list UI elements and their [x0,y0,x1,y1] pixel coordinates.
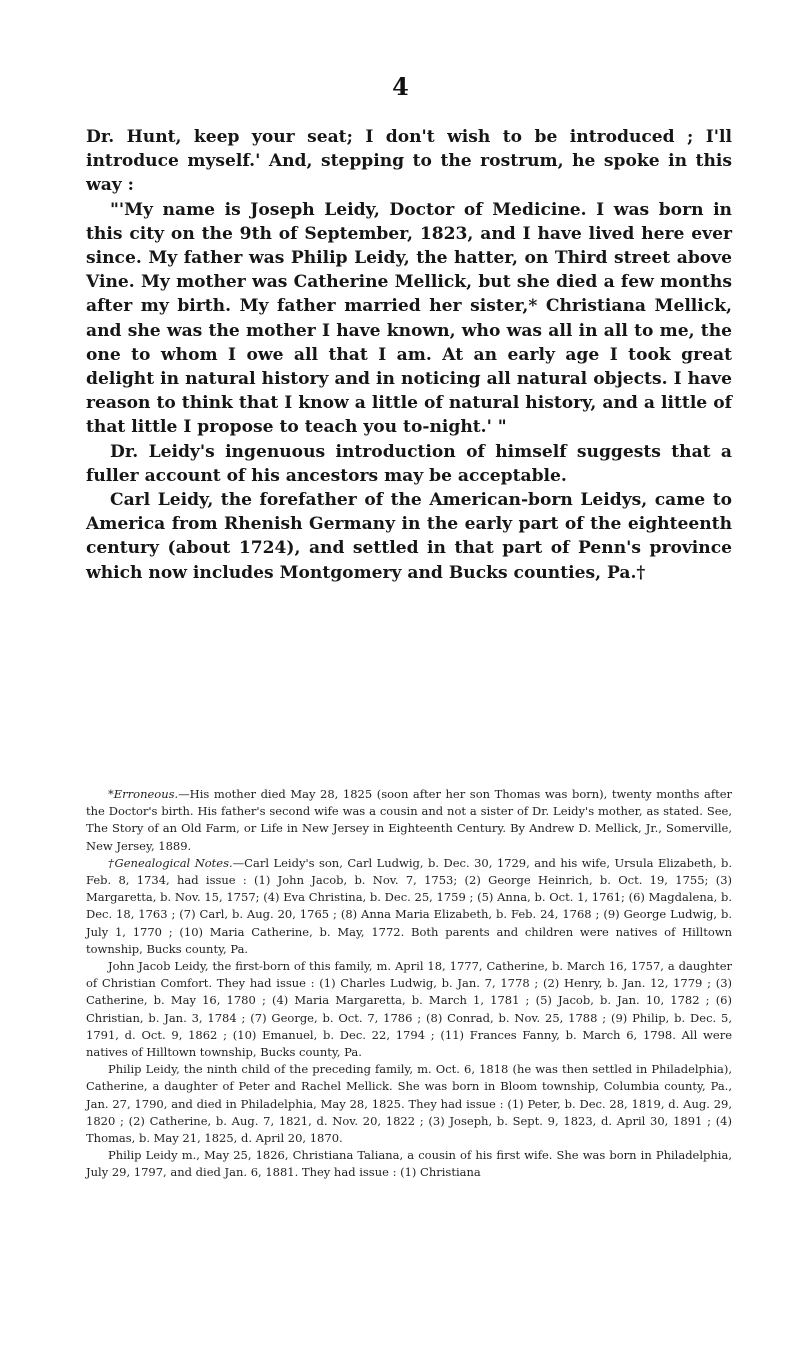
footnote-genealogical [86,855,732,958]
footnotes [86,786,732,1182]
footnote-erroneous-text: —His mother died May 28, 1825 (soon after her son Thomas was born), twenty months after the Doctor's birth. His father's second wife was a cousin and not a sister of Dr. Leidy's mother, as stated. See, The Story of an Old Farm, or Life in New Jersey in Eighteenth Century. By Andrew D. Mellick, Jr., Somerville, New Jersey, 1889. [86,787,732,853]
footnote-erroneous [86,786,732,855]
paragraph-ingenuous-introduction: Dr. Leidy's ingenuous introduction of himself suggests that a fuller account of his ancestors may be acceptable. [86,441,732,486]
footnote-john-jacob: John Jacob Leidy, the first-born of this family, m. April 18, 1777, Catherine, b. March 16, 1757, a daughter of Christian Comfort. They had issue : (1) Charles Ludwig, b. Jan. 7, 1778 ; (2) Henry, b. Jan. 12, 1779 ; (3) Catherine, b. May 16, 1780 ; (4) Maria Margaretta, b. March 1, 1781 ; (5) Jacob, b. Jan. 10, 1782 ; (6) Christian, b. Jan. 3, 1784 ; (7) George, b. Oct. 7, 1786 ; (8) Conrad, b. Nov. 25, 1788 ; (9) Philip, b. Dec. 5, 1791, d. Oct. 9, 1862 ; (10) Emanuel, b. Dec. 22, 1794 ; (11) Frances Fanny, b. March 6, 1798. All were natives of Hilltown township, Bucks county, Pa. [86,959,732,1060]
main-text [86,125,732,585]
paragraph-carl-leidy: Carl Leidy, the forefather of the American-born Leidys, came to America from Rhenish Germany in the early part of the eighteenth century (about 1724), and settled in that part of Penn's province which now includes Montgomery and Bucks counties, Pa.† [86,490,732,583]
paragraph-leidy-speech: "'My name is Joseph Leidy, Doctor of Medicine. I was born in this city on the 9th of September, 1823, and I have lived here ever since. My father was Philip Leidy, the hatter, on Third street above Vine. My mother was Catherine Mellick, but she died a few months after my birth. My father married her sister,* Christiana Mellick, and she was the mother I have known, who was all in all to me, the one to whom I owe all that I am. At an early age I took great delight in natural history and in noticing all natural objects. I have reason to think that I know a little of natural history, and a little of that little I propose to teach you to-night.' " [86,199,732,438]
footnote-philip-second-marriage: Philip Leidy m., May 25, 1826, Christiana Taliana, a cousin of his first wife. She was born in Philadelphia, July 29, 1797, and died Jan. 6, 1881. They had issue : (1) Christiana [86,1148,732,1180]
footnote-genealogical-label: †Genealogical Notes. [108,855,233,870]
footnote-genealogical-text: —Carl Leidy's son, Carl Ludwig, b. Dec. 30, 1729, and his wife, Ursula Elizabeth, b. Feb. 8, 1734, had issue : (1) John Jacob, b. Nov. 7, 1753; (2) George Heinrich, b. Oct. 19, 1755; (3) Margaretta, b. Nov. 15, 1757; (4) Eva Christina, b. Dec. 25, 1759 ; (5) Anna, b. Oct. 1, 1761; (6) Magdalena, b. Dec. 18, 1763 ; (7) Carl, b. Aug. 20, 1765 ; (8) Anna Maria Elizabeth, b. Feb. 24, 1768 ; (9) George Ludwig, b. July 1, 1770 ; (10) Maria Catherine, b. May, 1772. Both parents and children were natives of Hilltown township, Bucks county, Pa. [86,855,732,956]
footnote-philip-first-marriage: Philip Leidy, the ninth child of the preceding family, m. Oct. 6, 1818 (he was then settled in Philadelphia), Catherine, a daughter of Peter and Rachel Mellick. She was born in Bloom township, Columbia county, Pa., Jan. 27, 1790, and died in Philadelphia, May 28, 1825. They had issue : (1) Peter, b. Dec. 28, 1819, d. Aug. 29, 1820 ; (2) Catherine, b. Aug. 7, 1821, d. Nov. 20, 1822 ; (3) Joseph, b. Sept. 9, 1823, d. April 30, 1891 ; (4) Thomas, b. May 21, 1825, d. April 20, 1870. [86,1062,732,1146]
footnote-erroneous-label: *Erroneous. [108,787,179,801]
page-number: 4 [392,72,409,101]
paragraph-intro: Dr. Hunt, keep your seat; I don't wish to be introduced ; I'll introduce myself.' And, stepping to the rostrum, he spoke in this way : [86,127,732,196]
